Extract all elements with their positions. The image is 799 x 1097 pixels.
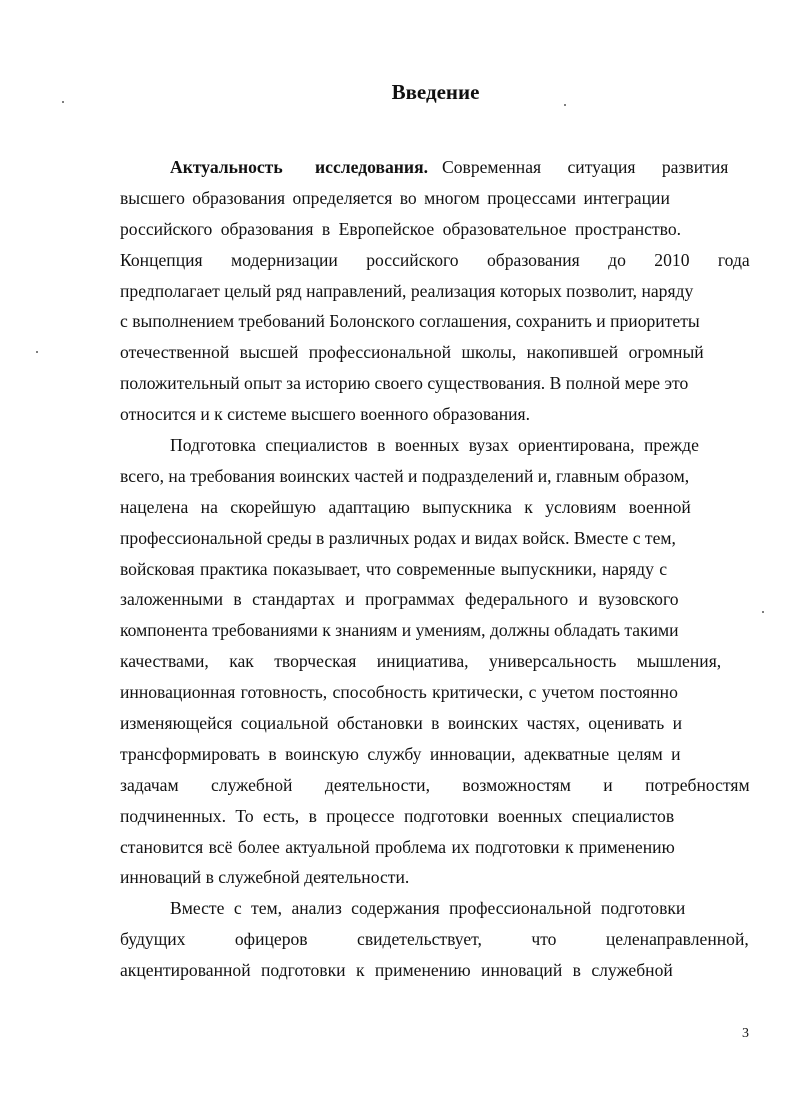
line-text: Современная ситуация развития bbox=[441, 157, 729, 177]
text-line: нацелена на скорейшую адаптацию выпускника к условиям военной bbox=[120, 496, 691, 517]
text-line: положительный опыт за историю своего существования. В полной мере это bbox=[120, 373, 689, 394]
text-line: относится и к системе высшего военного образования. bbox=[120, 404, 531, 425]
text-line: акцентированной подготовки к применению инноваций в служебной bbox=[120, 960, 673, 981]
text-line: будущих офицеров свидетельствует, что целенаправленной, bbox=[120, 929, 749, 950]
text-line: Вместе с тем, анализ содержания профессиональной подготовки bbox=[170, 898, 686, 919]
text-line: трансформировать в воинскую службу инновации, адекватные целям и bbox=[120, 743, 681, 764]
text-line bbox=[120, 152, 752, 183]
text-line: предполагает целый ряд направлений, реализация которых позволит, наряду bbox=[120, 280, 694, 301]
text-line: профессиональной среды в различных родах и видах войск. Вместе с тем, bbox=[120, 527, 676, 548]
page-number: 3 bbox=[742, 1026, 749, 1041]
body-text bbox=[120, 152, 752, 986]
text-line: войсковая практика показывает, что современные выпускники, наряду с bbox=[120, 558, 668, 579]
text-line: инноваций в служебной деятельности. bbox=[120, 867, 410, 888]
text-line: заложенными в стандартах и программах федерального и вузовского bbox=[120, 589, 679, 610]
text-line: изменяющейся социальной обстановки в воинских частях, оценивать и bbox=[120, 713, 683, 734]
text-line: всего, на требования воинских частей и подразделений и, главным образом, bbox=[120, 465, 690, 486]
text-line: высшего образования определяется во многом процессами интеграции bbox=[120, 187, 670, 208]
text-line: российского образования в Европейское образовательное пространство. bbox=[120, 218, 682, 239]
text-line: Подготовка специалистов в военных вузах ориентирована, прежде bbox=[170, 435, 699, 456]
text-line: качествами, как творческая инициатива, универсальность мышления, bbox=[120, 651, 722, 672]
page-title: Введение bbox=[391, 80, 480, 104]
text-line: задачам служебной деятельности, возможностям и потребностям bbox=[120, 774, 750, 795]
text-line: становится всё более актуальной проблема их подготовки к применению bbox=[120, 836, 675, 857]
text-line: инновационная готовность, способность критически, с учетом постоянно bbox=[120, 682, 678, 703]
bold-lead: Актуальность исследования. bbox=[170, 157, 428, 177]
text-line: подчиненных. То есть, в процессе подготовки военных специалистов bbox=[120, 805, 675, 826]
scan-speck bbox=[762, 611, 764, 613]
text-line: с выполнением требований Болонского соглашения, сохранить и приоритеты bbox=[120, 311, 700, 332]
text-line: отечественной высшей профессиональной школы, накопившей огромный bbox=[120, 342, 704, 363]
text-line: Концепция модернизации российского образования до 2010 года bbox=[120, 249, 750, 270]
scan-speck bbox=[36, 351, 38, 353]
text-line: компонента требованиями к знаниям и умениям, должны обладать такими bbox=[120, 620, 679, 641]
